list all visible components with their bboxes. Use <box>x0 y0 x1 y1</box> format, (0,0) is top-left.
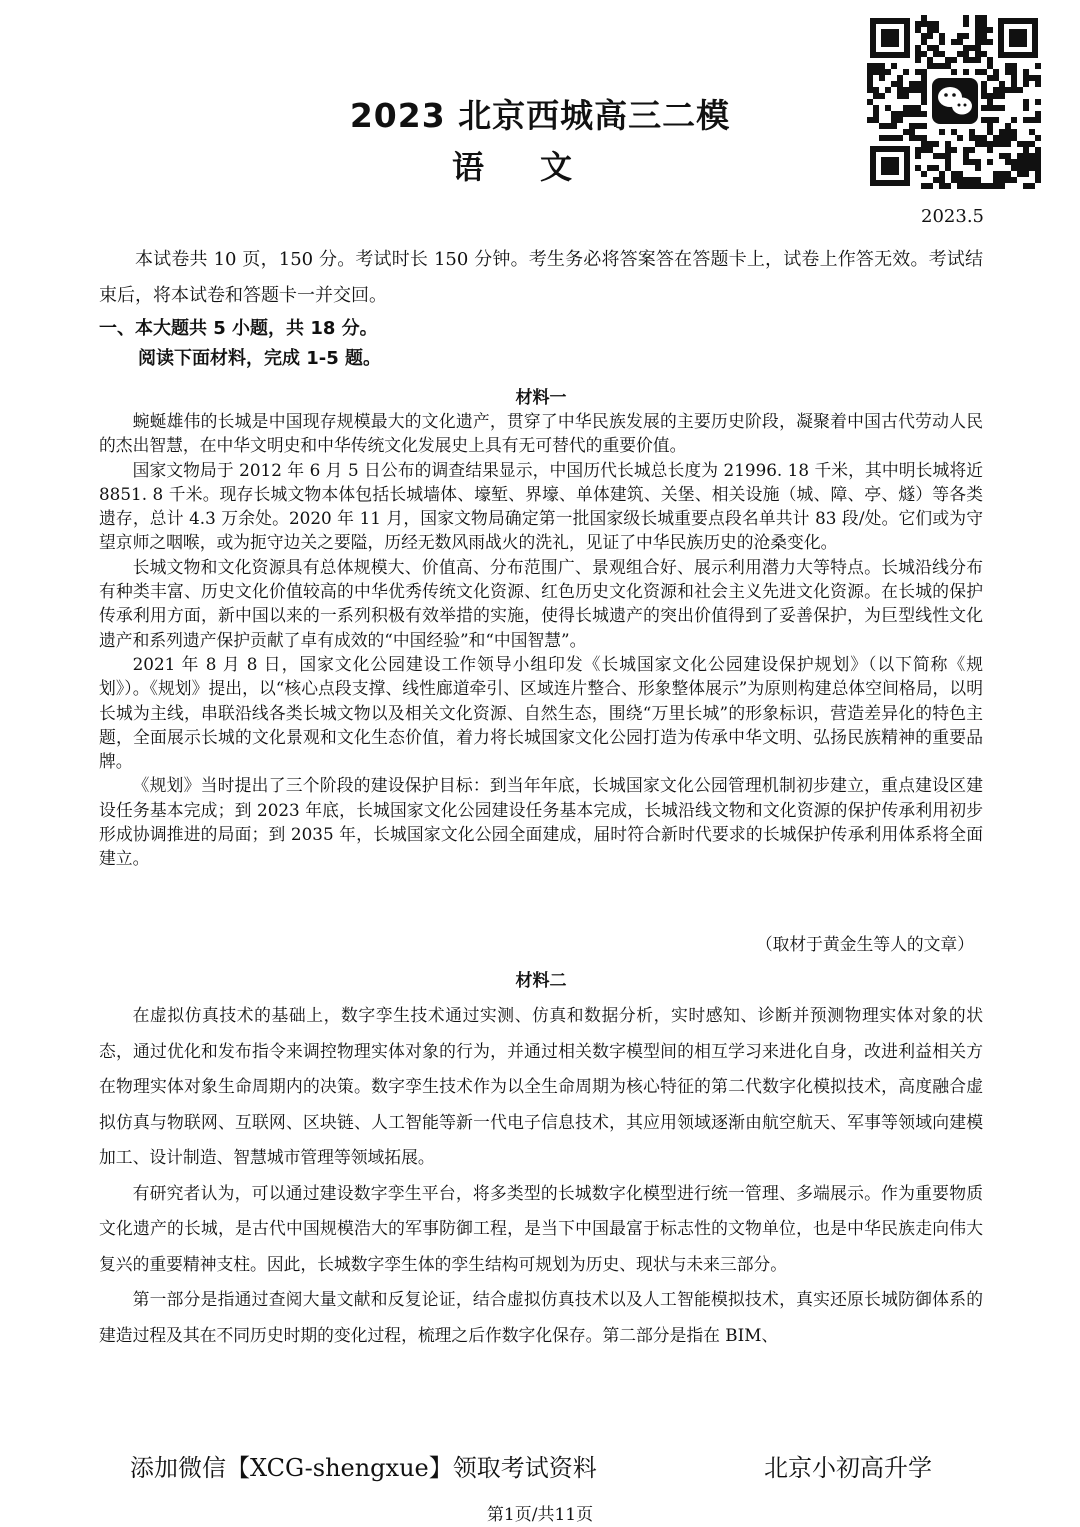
material-two-body <box>99 998 983 1353</box>
material-one-heading: 材料一 <box>515 388 567 408</box>
material-one-body <box>99 409 983 871</box>
exam-subject: 语文 <box>451 148 628 186</box>
paragraph: 国家文物局于 2012 年 6 月 5 日公布的调查结果显示，中国历代长城总长度为 21996. 18 千米，其中明长城将近 8851. 8 千米。现存长城文物本体包括长城墙体、壕堑、界壕、单体建筑、关堡、相关设施（城、障、亭、燧）等各类遗存，总计 4.3 万余处。2020 年 11 月，国家文物局确定第一批国家级长城重要点段名单共计 83 段/处。它们或为守望京师之咽喉，或为扼守边关之要隘，历经无数风雨战火的洗礼，见证了中华民族历史的沧桑变化。 <box>99 459 983 553</box>
paragraph: 在虚拟仿真技术的基础上，数字孪生技术通过实测、仿真和数据分析，实时感知、诊断并预测物理实体对象的状态，通过优化和发布指令来调控物理实体对象的行为，并通过相关数字模型间的相互学习来进化自身，改进利益相关方在物理实体对象生命周期内的决策。数字孪生技术作为以全生命周期为核心特征的第二代数字化模拟技术，高度融合虚拟仿真与物联网、互联网、区块链、人工智能等新一代电子信息技术，其应用领域逐渐由航空航天、军事等领域向建模加工、设计制造、智慧城市管理等领域拓展。 <box>99 1005 983 1167</box>
wechat-qr-code[interactable] <box>866 14 1042 190</box>
section-heading: 一、本大题共 5 小题，共 18 分。 <box>99 318 378 339</box>
footer-brand: 北京小初高升学 <box>764 1454 932 1482</box>
paragraph: 长城文物和文化资源具有总体规模大、价值高、分布范围广、景观组合好、展示利用潜力大等特点。长城沿线分布有种类丰富、历史文化价值较高的中华优秀传统文化资源、红色历史文化资源和社会主义先进文化资源。在长城的保护传承利用方面，新中国以来的一系列积极有效举措的实施，使得长城遗产的突出价值得到了妥善保护，为巨型线性文化遗产和系列遗产保护贡献了卓有成效的“中国经验”和“中国智慧”。 <box>99 556 983 650</box>
material-one-source: （取材于黄金生等人的文章） <box>755 934 974 954</box>
exam-title: 2023 北京西城高三二模 <box>349 96 731 135</box>
exam-instructions: 本试卷共 10 页，150 分。考试时长 150 分钟。考生务必将答案答在答题卡上，试卷上作答无效。考试结束后，将本试卷和答题卡一并交回。 <box>99 249 983 306</box>
paragraph: 第一部分是指通过查阅大量文献和反复论证，结合虚拟仿真技术以及人工智能模拟技术，真实还原长城防御体系的建造过程及其在不同历史时期的变化过程，梳理之后作数字化保存。第二部分是指在 BIM、 <box>99 1289 983 1345</box>
page-number: 第1页/共11页 <box>486 1505 594 1525</box>
paragraph: 蜿蜒雄伟的长城是中国现存规模最大的文化遗产，贯穿了中华民族发展的主要历史阶段，凝聚着中国古代劳动人民的杰出智慧，在中华文明史和中华传统文化发展史上具有无可替代的重要价值。 <box>99 411 983 456</box>
paragraph: 2021 年 8 月 8 日，国家文化公园建设工作领导小组印发《长城国家文化公园建设保护规划》（以下简称《规划》）。《规划》提出，以“核心点段支撑、线性廊道牵引、区域连片整合、形象整体展示”为原则构建总体空间格局，以明长城为主线，串联沿线各类长城文物以及相关文化资源、自然生态，围绕“万里长城”的形象标识，营造差异化的特色主题，全面展示长城的文化景观和文化生态价值，着力将长城国家文化公园打造为传承中华文明、弘扬民族精神的重要品牌。 <box>99 653 983 772</box>
paragraph: 有研究者认为，可以通过建设数字孪生平台，将多类型的长城数字化模型进行统一管理、多端展示。作为重要物质文化遗产的长城，是古代中国规模浩大的军事防御工程，是当下中国最富于标志性的文物单位，也是中华民族走向伟大复兴的重要精神支柱。因此，长城数字孪生体的孪生结构可规划为历史、现状与未来三部分。 <box>99 1182 983 1274</box>
exam-date: 2023.5 <box>921 206 984 227</box>
footer-ad-text: 添加微信【XCG-shengxue】领取考试资料 <box>130 1454 597 1482</box>
reading-prompt: 阅读下面材料，完成 1-5 题。 <box>138 348 382 369</box>
material-two-heading: 材料二 <box>515 971 567 991</box>
paragraph: 《规划》当时提出了三个阶段的建设保护目标：到当年年底，长城国家文化公园管理机制初步建立，重点建设区建设任务基本完成；到 2023 年底，长城国家文化公园建设任务基本完成，长城沿线文物和文化资源的保护传承利用初步形成协调推进的局面；到 2035 年，长城国家文化公园全面建成，届时符合新时代要求的长城保护传承利用体系将全面建立。 <box>99 775 983 869</box>
